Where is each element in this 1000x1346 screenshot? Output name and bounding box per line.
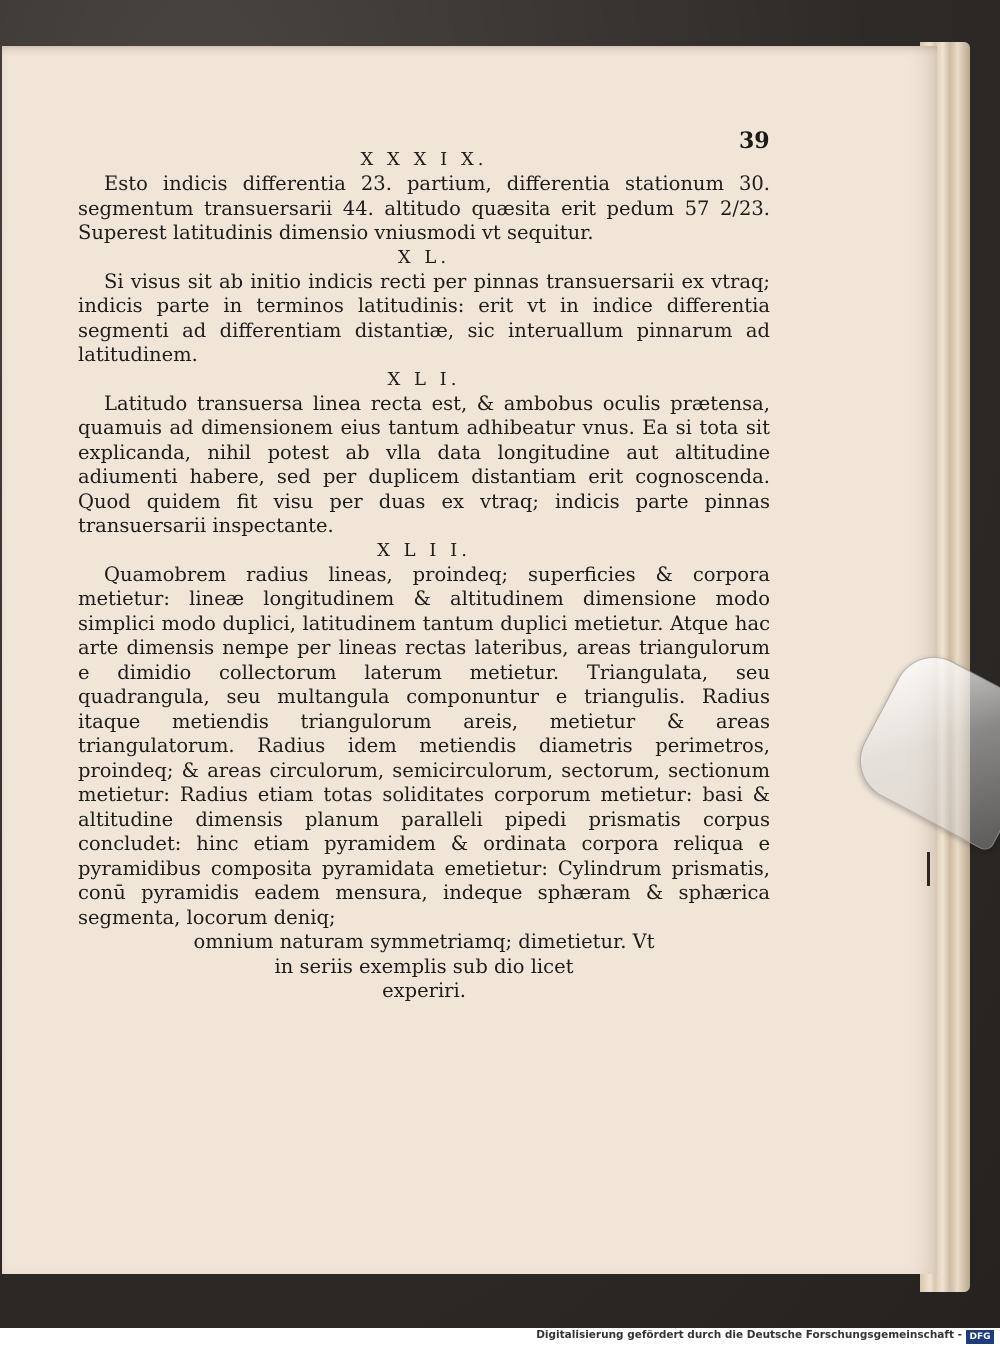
page-text <box>78 148 770 1004</box>
section-paragraph: Latitudo transuersa linea recta est, & ambobus oculis prætensa, quamuis ad dimensionem eius tantum adhibeatur vnus. Ea si tota sit explicanda, nihil potest ab vlla data longitudine aut altitudine adiumenti habere, sed per duplicem distantiam erit cognoscenda. Quod quidem fit visu per duas ex vtraq; indicis parte pinnas transuersarii inspectante. <box>78 391 770 537</box>
page-number: 39 <box>739 128 770 154</box>
closing-line: omnium naturam symmetriamq; dimetietur. Vt <box>193 930 655 953</box>
digitization-credit: Digitalisierung gefördert durch die Deutsche Forschungsgemeinschaft - <box>536 1329 962 1341</box>
section-heading: X L I I. <box>377 539 471 561</box>
section-paragraph: Si visus sit ab initio indicis recti per pinnas transuersarii ex vtraq; indicis parte in terminos latitudinis: erit vt in indice differentia segmenti ad differentiam distantiæ, sic interuallum pinnarum ad latitudinem. <box>78 269 770 366</box>
page-edge-mark <box>927 852 930 886</box>
section-heading: X L. <box>397 246 451 268</box>
closing-line: in seriis exemplis sub dio licet <box>274 954 574 978</box>
section-paragraph: Quamobrem radius lineas, proindeq; superficies & corpora metietur: lineæ longitudinem & altitudinem dimensione modo simplici modo duplici, latitudinem tantum duplici metietur. Atque hac arte dimensis nempe per lineas rectas lateribus, areas triangulorum e dimidio collectorum laterum metietur. Triangulata, seu quadrangula, seu multangula componuntur e triangulis. Radius itaque metiendis triangulorum areis, metietur & areas triangulatorum. Radius idem metiendis diametris perimetros, proindeq; & areas circulorum, semicirculorum, sectorum, sectionum metietur: Radius etiam totas soliditates corporum metietur: basi & altitudine dimensis planum paralleli pipedi prismatis corpus concludet: hinc etiam pyramidem & ordinata corpora reliqua e pyramidibus composita pyramidata emetietur: Cylindrum prismatis, conū pyramidis eadem mensura, indeque sphæram & sphærica segmenta, locorum deniq; <box>78 562 770 929</box>
dfg-logo: DFG <box>966 1330 994 1344</box>
section-heading: X L I. <box>387 368 461 390</box>
closing-line: experiri. <box>382 979 466 1002</box>
section-heading: X X X I X. <box>360 149 488 170</box>
closing-lines <box>78 930 770 1004</box>
section-paragraph: Esto indicis differentia 23. partium, differentia stationum 30. segmentum transuersarii 44. altitudo quæsita erit pedum 57 2/23. Superest latitudinis dimensio vniusmodi vt sequitur. <box>78 172 770 244</box>
